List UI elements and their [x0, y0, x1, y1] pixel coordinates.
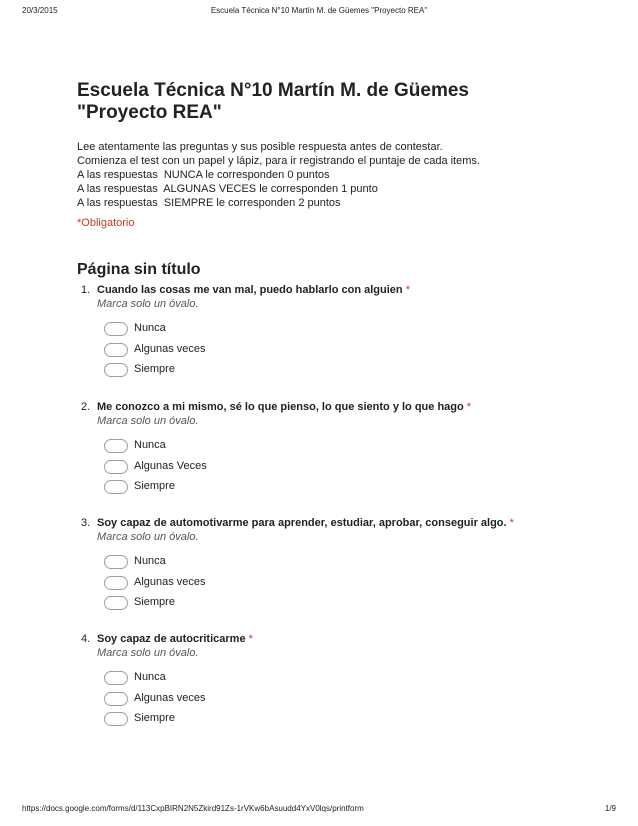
- question-2: [77, 400, 577, 499]
- description-line: A las respuestas SIEMPRE le corresponden 2 puntos: [77, 197, 341, 209]
- option-algunas-veces[interactable]: [77, 458, 577, 479]
- option-siempre[interactable]: [77, 710, 577, 731]
- question-hint: Marca solo un óvalo.: [97, 415, 199, 427]
- question-hint: Marca solo un óvalo.: [97, 647, 199, 659]
- description-line: Comienza el test con un papel y lápiz, para ir registrando el puntaje de cada items.: [77, 155, 480, 167]
- radio-oval[interactable]: [104, 460, 128, 474]
- required-asterisk: *: [509, 517, 514, 529]
- option-label: Siempre: [134, 712, 175, 724]
- option-label: Nunca: [134, 322, 166, 334]
- option-siempre[interactable]: [77, 361, 577, 382]
- required-asterisk: *: [466, 401, 472, 413]
- option-algunas-veces[interactable]: [77, 690, 577, 711]
- question-number: 4.: [81, 633, 91, 645]
- radio-oval[interactable]: [104, 576, 128, 590]
- page-number: 1/9: [604, 804, 616, 813]
- question-4: [77, 632, 577, 731]
- radio-oval[interactable]: [104, 671, 128, 685]
- option-label: Nunca: [134, 439, 166, 451]
- required-note: *Obligatorio: [77, 217, 135, 229]
- option-nunca[interactable]: [77, 320, 577, 341]
- option-algunas-veces[interactable]: [77, 341, 577, 362]
- radio-oval[interactable]: [104, 439, 128, 453]
- question-number: 3.: [81, 517, 91, 529]
- option-algunas-veces[interactable]: [77, 574, 577, 595]
- form-title-line-2: "Proyecto REA": [77, 102, 222, 123]
- print-date: 20/3/2015: [22, 6, 58, 15]
- question-title: [77, 632, 577, 646]
- option-label: Siempre: [134, 596, 175, 608]
- question-text: Soy capaz de autocriticarme: [97, 633, 246, 645]
- form-title: [77, 80, 577, 124]
- option-label: Algunas Veces: [134, 459, 207, 472]
- option-list: [77, 669, 577, 731]
- option-nunca[interactable]: [77, 553, 577, 574]
- description-line: A las respuestas NUNCA le corresponden 0 puntos: [77, 169, 330, 181]
- form-title-line-1: Escuela Técnica N°10 Martín M. de Güemes: [77, 80, 469, 101]
- radio-oval[interactable]: [104, 555, 128, 569]
- question-3: [77, 516, 577, 615]
- option-label: Algunas veces: [134, 575, 206, 588]
- question-text: Me conozco a mi mismo, sé lo que pienso, lo que siento y lo que hago: [97, 401, 464, 413]
- required-asterisk: *: [405, 284, 410, 296]
- option-label: Siempre: [134, 480, 175, 492]
- form-container: [77, 80, 577, 724]
- question-text: Cuando las cosas me van mal, puedo hablarlo con alguien: [97, 284, 403, 296]
- question-text: Soy capaz de automotivarme para aprender, estudiar, aprobar, conseguir algo.: [97, 517, 507, 529]
- print-url: https://docs.google.com/forms/d/113CxpBIRN2N5Zkird91Zs-1rVKw6bAsuudd4YxV0lqs/printform: [22, 804, 364, 813]
- question-hint: Marca solo un óvalo.: [97, 298, 199, 310]
- print-footer: [22, 804, 616, 818]
- question-title: [77, 516, 577, 530]
- option-siempre[interactable]: [77, 478, 577, 499]
- option-nunca[interactable]: [77, 437, 577, 458]
- option-label: Siempre: [134, 363, 175, 375]
- radio-oval[interactable]: [104, 480, 128, 494]
- section-title: Página sin título: [77, 261, 201, 278]
- required-asterisk: *: [248, 633, 253, 645]
- question-title: [77, 283, 577, 297]
- option-list: [77, 320, 577, 382]
- print-document-title: Escuela Técnica N°10 Martín M. de Güemes "Proyecto REA": [210, 6, 428, 15]
- description-line: Lee atentamente las preguntas y sus posible respuesta antes de contestar.: [77, 141, 443, 153]
- option-label: Algunas veces: [134, 342, 206, 355]
- question-1: [77, 283, 577, 382]
- radio-oval[interactable]: [104, 712, 128, 726]
- option-siempre[interactable]: [77, 594, 577, 615]
- radio-oval[interactable]: [104, 322, 128, 336]
- question-title: [77, 400, 577, 414]
- option-label: Algunas veces: [134, 691, 206, 704]
- option-label: Nunca: [134, 671, 166, 683]
- option-nunca[interactable]: [77, 669, 577, 690]
- form-description: [77, 140, 577, 210]
- radio-oval[interactable]: [104, 343, 128, 357]
- option-label: Nunca: [134, 555, 166, 567]
- question-number: 1.: [81, 284, 91, 296]
- radio-oval[interactable]: [104, 363, 128, 377]
- radio-oval[interactable]: [104, 692, 128, 706]
- question-hint: Marca solo un óvalo.: [97, 531, 199, 543]
- description-line: A las respuestas ALGUNAS VECES le corresponden 1 punto: [77, 183, 378, 195]
- option-list: [77, 553, 577, 615]
- radio-oval[interactable]: [104, 596, 128, 610]
- print-header: [22, 6, 616, 20]
- option-list: [77, 437, 577, 499]
- question-number: 2.: [81, 401, 91, 413]
